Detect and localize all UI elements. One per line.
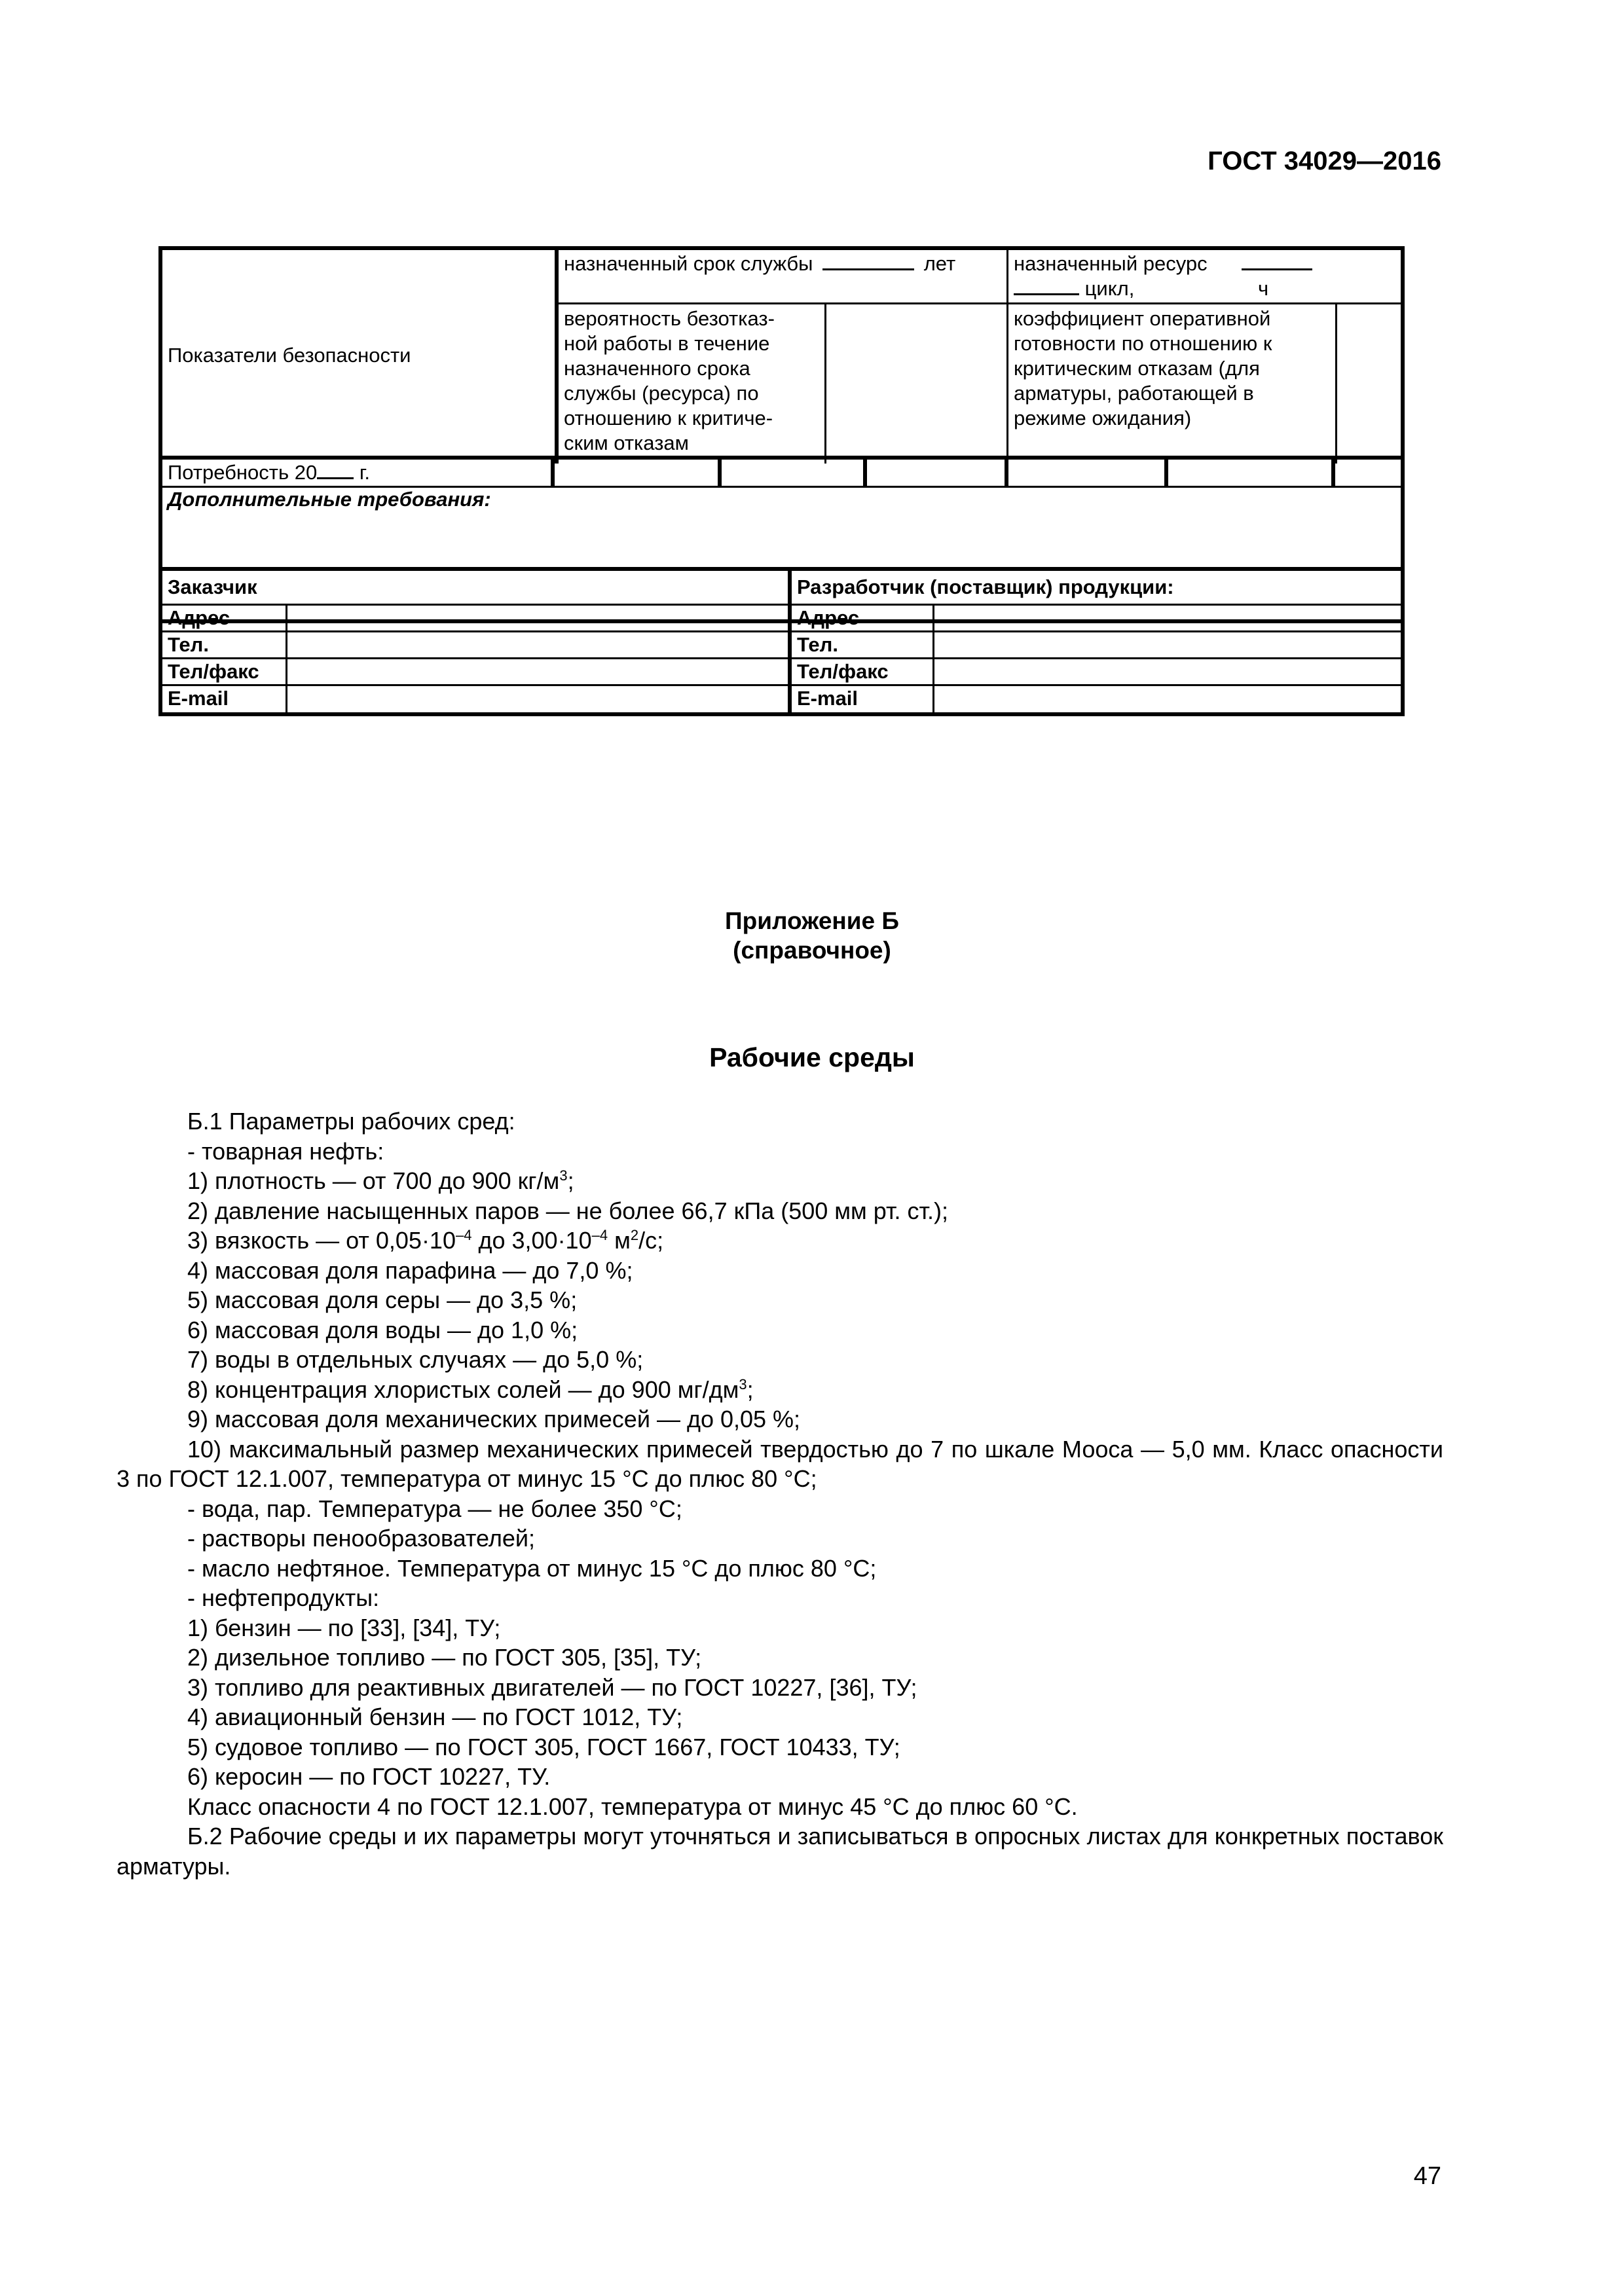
- customer-label: Заказчик: [168, 575, 257, 598]
- table-divider: [162, 604, 1401, 606]
- table-divider: [1331, 460, 1335, 486]
- appendix-subtitle: (справочное): [733, 937, 891, 964]
- hours-unit: ч: [1257, 277, 1269, 300]
- table-divider: [863, 460, 867, 486]
- table-divider: [162, 684, 1401, 686]
- safety-indicators-label: Показатели безопасности: [168, 344, 411, 367]
- section-heading: Рабочие среды: [709, 1042, 915, 1072]
- list-item: 1) плотность — от 700 до 900 $кг/м^3$;: [187, 1167, 574, 1194]
- customer-email-label: E-mail: [168, 687, 229, 710]
- table-divider: [824, 304, 826, 464]
- table-divider: [1005, 460, 1008, 486]
- table-divider: [718, 460, 722, 486]
- need-cell: [162, 460, 551, 485]
- need-year-suffix: г.: [359, 461, 370, 484]
- service-life-label: назначенный срок службы: [564, 252, 813, 275]
- list-item: - нефтепродукты:: [187, 1584, 380, 1611]
- readiness-cell: [1008, 306, 1335, 431]
- table-divider: [1164, 460, 1168, 486]
- developer-fax-label: Тел/факс: [797, 660, 889, 683]
- readiness-line: критическим отказам (для: [1014, 357, 1260, 380]
- need-label: Потребность 20: [168, 461, 318, 484]
- list-item: 5) судовое топливо — по ГОСТ 305, ГОСТ 1667, ГОСТ 10433, ТУ;: [187, 1733, 900, 1760]
- list-item: 9) массовая доля механических примесей — до 0,05 %;: [187, 1406, 801, 1432]
- table-divider: [162, 630, 1401, 632]
- probability-line: ной работы в течение: [564, 332, 770, 355]
- customer-address-label: Адрес: [168, 606, 231, 629]
- developer-email-label: E-mail: [797, 687, 858, 710]
- contacts-table: [158, 567, 1405, 716]
- cycles-blank[interactable]: [1014, 293, 1079, 295]
- customer-fax-label: Тел/факс: [168, 660, 259, 683]
- list-item: 6) керосин — по ГОСТ 10227, ТУ.: [187, 1763, 551, 1790]
- list-item: 3) топливо для реактивных двигателей — по ГОСТ 10227, [36], ТУ;: [187, 1673, 917, 1701]
- table-divider: [555, 302, 1405, 304]
- service-life-cell: [559, 251, 1006, 276]
- customer-phone-label: Тел.: [168, 633, 209, 656]
- document-header: ГОСТ 34029—2016: [1208, 147, 1441, 175]
- service-life-blank[interactable]: [822, 268, 914, 270]
- readiness-line: режиме ожидания): [1014, 407, 1192, 429]
- list-item: 4) массовая доля парафина — до 7,0 %;: [187, 1256, 633, 1284]
- paragraph: Б.1 Параметры рабочих сред:: [187, 1108, 515, 1135]
- list-item: - растворы пенообразователей;: [187, 1525, 535, 1552]
- table-divider: [286, 604, 287, 712]
- list-item: 5) массовая доля серы — до 3,5 %;: [187, 1286, 578, 1313]
- table-divider: [162, 657, 1401, 659]
- resource-blank[interactable]: [1242, 268, 1312, 270]
- readiness-line: коэффициент оперативной: [1014, 307, 1271, 330]
- body-text: [117, 1106, 1443, 1881]
- readiness-line: готовности по отношению к: [1014, 332, 1272, 355]
- page-number: 47: [1413, 2162, 1441, 2190]
- safety-indicators-table: [158, 246, 1405, 460]
- probability-line: отношению к критиче-: [564, 407, 773, 429]
- list-item: 4) авиационный бензин — по ГОСТ 1012, ТУ;: [187, 1704, 683, 1730]
- resource-label: назначенный ресурс: [1014, 252, 1208, 275]
- developer-phone-label: Тел.: [797, 633, 838, 656]
- probability-line: службы (ресурса) по: [564, 382, 759, 405]
- list-item: 3) вязкость — от $0,05\cdot 10^{-4}$ до $3,00\cdot 10^{-4}$ $м^2/с$;: [187, 1227, 664, 1254]
- list-item: 7) воды в отдельных случаях — до 5,0 %;: [187, 1346, 644, 1373]
- list-item: - вода, пар. Температура — не более 350 °С;: [187, 1495, 682, 1522]
- probability-cell: [559, 306, 824, 456]
- readiness-line: арматуры, работающей в: [1014, 382, 1254, 405]
- list-item: 6) массовая доля воды — до 1,0 %;: [187, 1316, 578, 1343]
- paragraph: Класс опасности 4 по ГОСТ 12.1.007, температура от минус 45 °С до плюс 60 °С.: [187, 1793, 1078, 1820]
- list-item: 1) бензин — по [33], [34], ТУ;: [187, 1614, 501, 1641]
- paragraph: Б.2 Рабочие среды и их параметры могут уточняться и записываться в опросных листах для конкретных поставок арматуры.: [117, 1823, 1443, 1880]
- table-divider: [932, 604, 934, 712]
- appendix-title: Приложение Б: [725, 907, 899, 934]
- developer-address-label: Адрес: [797, 606, 860, 629]
- probability-line: вероятность безотказ-: [564, 307, 775, 330]
- need-year-blank[interactable]: [317, 477, 354, 479]
- list-item: 2) давление насыщенных паров — не более 66,7 кПа (500 мм рт. ст.);: [187, 1197, 949, 1224]
- list-item: 2) дизельное топливо — по ГОСТ 305, [35], ТУ;: [187, 1644, 702, 1671]
- resource-cell: [1008, 251, 1405, 301]
- probability-line: назначенного срока: [564, 357, 750, 380]
- service-life-unit: лет: [923, 252, 956, 275]
- list-item: 10) максимальный размер механических примесей твердостью до 7 по шкале Мооса — 5,0 мм. Класс опасности 3 по ГОСТ 12.1.007, температура от минус 15 °С до плюс 80 °С;: [117, 1435, 1443, 1492]
- developer-label: Разработчик (поставщик) продукции:: [797, 575, 1174, 598]
- list-item: - масло нефтяное. Температура от минус 15 °С до плюс 80 °С;: [187, 1554, 877, 1582]
- list-item: 8) концентрация хлористых солей — до 900 $мг/дм^3$;: [187, 1376, 754, 1403]
- probability-line: ским отказам: [564, 431, 689, 454]
- additional-requirements-label: Дополнительные требования:: [168, 488, 491, 511]
- table-divider: [1335, 304, 1337, 464]
- list-item: - товарная нефть:: [187, 1137, 384, 1165]
- table-divider: [551, 460, 555, 486]
- cycles-unit: цикл,: [1084, 277, 1135, 300]
